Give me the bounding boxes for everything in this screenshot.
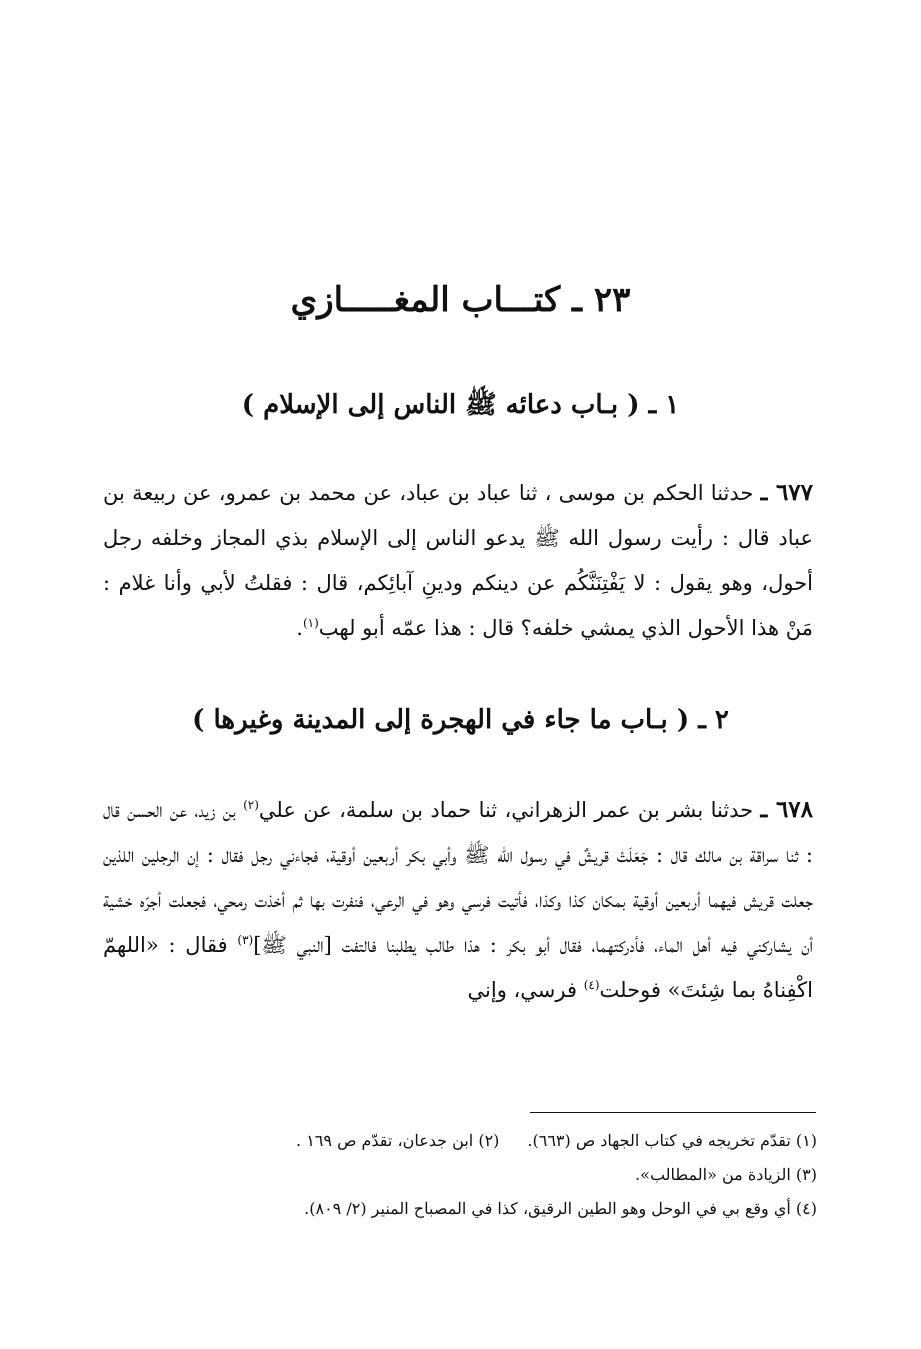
footnote-line <box>105 1124 817 1158</box>
hadith-678 <box>103 787 813 1013</box>
hadith-677 <box>103 470 813 651</box>
hadith-text: حدثنا الحكم بن موسى ، ثنا عباد بن عباد، عن محمد بن عمرو، عن ربيعة بن عباد قال : رأيت رسول الله ﷺ يدعو الناس إلى الإسلام بذي المجاز وخلفه رجل أحول، وهو يقول : لا يَفْتِنَنَّكُم عن دينكم ودينِ آبائِكم، قال : فقلتُ لأبي وأنا غلام : مَنْ هذا الأحول الذي يمشي خلفه؟ قال : هذا عمّه أبو لهب <box>103 481 814 640</box>
hadith-number: ٦٧٧ ـ <box>760 479 814 506</box>
hadith-text: حدثنا بشر بن عمر الزهراني، ثنا حماد بن سلمة، عن علي <box>258 798 761 822</box>
hadith-text: فقال : «اللهمّ اكْفِناهُ بما شِئتَ» فوحلت <box>103 933 813 1002</box>
hadith-number: ٦٧٨ ـ <box>760 796 813 823</box>
footnote-2: (٢) ابن جدعان، تقدّم ص ١٦٩ . <box>296 1131 500 1150</box>
section-heading-1: ١ ـ ( بـاب دعائه ﷺ الناس إلى الإسلام ) <box>241 390 680 420</box>
footnote-marker-2: (٢) <box>243 798 259 812</box>
hadith-text-end: . <box>296 616 303 640</box>
footnote-3: (٣) الزيادة من «المطالب». <box>635 1165 817 1184</box>
footnote-marker-1: (١) <box>302 616 319 630</box>
footnote-marker-3: (٣) <box>237 933 254 947</box>
footnote-4: (٤) أي وقع بي في الوحل وهو الطين الرقيق، كذا في المصباح المنير (٢/ ٨٠٩). <box>304 1199 817 1218</box>
chapter-title: ٢٣ ـ كتـــاب المغـــــازي <box>290 280 631 320</box>
footnotes <box>105 1124 817 1226</box>
hadith-text: بن زيد، عن الحسن قال : ثنا سراقة بن مالك قال : جَعَلَتْ قريشٌ في رسول الله ﷺ وأبي بكر أربعين أوقية، فجاءني رجل فقال : إن الرجلين اللذين جعلت قريش فيهما أربعين أوقية بمكان كذا وكذا، فأتيت فرسي وهو في الرعي، فنفرت بها ثم أخذت رمحي، فجعلت أجرّه خشية أن يشاركني فيه أهل الماء، فأدركتهما، فقال أبو بكر : هذا طالب يطلبنا فالتفت [النبي ﷺ] <box>103 798 814 957</box>
footnote-1: (١) تقدّم تخريجه في كتاب الجهاد ص (٦٦٣). <box>527 1131 817 1150</box>
hadith-text: فرسي، وإني <box>467 978 584 1002</box>
section-heading-2: ٢ ـ ( بـاب ما جاء في الهجرة إلى المدينة وغيرها ) <box>192 705 729 735</box>
footnote-marker-4: (٤) <box>583 978 600 992</box>
footnote-separator <box>530 1112 816 1113</box>
